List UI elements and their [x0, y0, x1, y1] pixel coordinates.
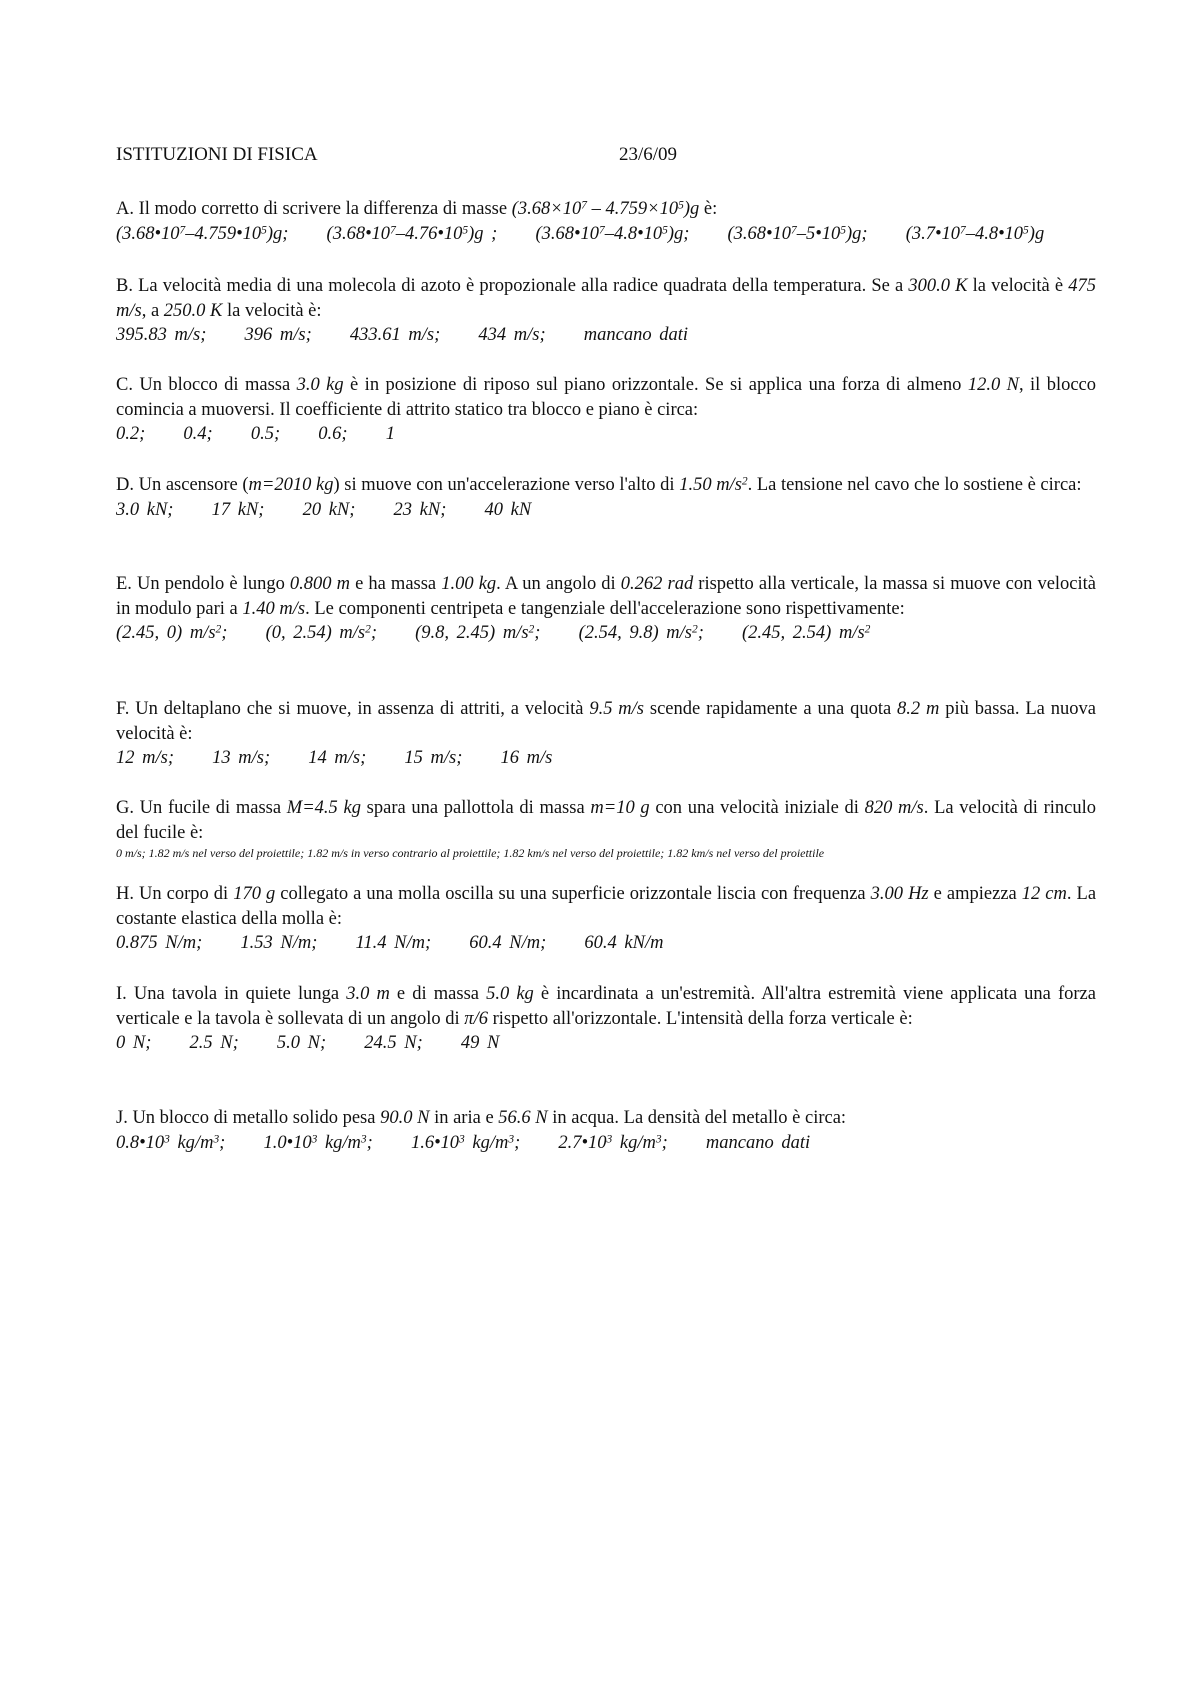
answer-option — [212, 500, 265, 520]
exam-header — [116, 144, 1096, 170]
superscript: 2 — [365, 623, 371, 636]
text-run: (0, 2.54) m/s — [265, 623, 366, 643]
answer-option — [501, 748, 553, 768]
italic-term: 3.0 kg — [296, 375, 344, 395]
answer-option — [327, 224, 498, 244]
text-run: mancano dati — [583, 325, 688, 345]
text-run: 11.4 N/m; — [355, 933, 432, 953]
text-run: 5.0 N; — [276, 1033, 327, 1053]
question-stem — [116, 572, 1096, 621]
superscript: 5 — [840, 223, 846, 236]
text-run: –4.759•10 — [185, 223, 262, 244]
text-run: la velocità è: — [222, 300, 322, 321]
italic-term: 250.0 K — [163, 300, 223, 321]
answer-option — [149, 846, 305, 860]
text-run: (9.8, 2.45) m/s — [415, 623, 529, 643]
text-run: 2.5 N; — [189, 1033, 239, 1053]
text-run: ; — [661, 1132, 668, 1153]
answer-options — [116, 222, 1096, 247]
text-run: )g ; — [468, 223, 498, 244]
answer-option — [116, 500, 173, 520]
answer-option — [404, 748, 462, 768]
text-run: (2.45, 2.54) m/s — [742, 623, 865, 643]
answer-option — [356, 933, 432, 953]
superscript: 7 — [581, 199, 587, 212]
answer-options — [116, 1031, 1096, 1056]
italic-term: 170 g — [233, 884, 276, 904]
text-run: mancano dati — [705, 1132, 811, 1153]
italic-term: π/6 — [464, 1008, 488, 1029]
text-run: A. Il modo corretto di scrivere la differenza di masse — [116, 199, 512, 219]
text-run: )g — [1028, 223, 1045, 244]
answer-option — [584, 933, 663, 953]
question-stem — [116, 796, 1096, 845]
question-stem — [116, 197, 1096, 222]
answer-option — [535, 224, 689, 244]
answer-option — [558, 1133, 667, 1153]
text-run: scende rapidamente a una quota — [644, 699, 898, 719]
superscript: 2 — [528, 623, 535, 636]
question-i — [116, 982, 1096, 1056]
text-run: in aria e — [429, 1108, 499, 1128]
superscript: 7 — [959, 223, 966, 236]
text-run: 17 kN; — [211, 499, 265, 520]
italic-term: 12.0 N — [967, 375, 1019, 395]
text-run: kg/m — [464, 1132, 509, 1153]
text-run: 0.8•10 — [116, 1132, 165, 1153]
text-run: 0 N; — [116, 1033, 152, 1053]
answer-option — [116, 1133, 225, 1153]
text-run: ; — [366, 1132, 373, 1153]
question-f — [116, 697, 1096, 771]
italic-term: 90.0 N — [380, 1108, 430, 1128]
italic-term: 3.00 Hz — [870, 884, 929, 904]
answer-option — [266, 623, 377, 643]
text-run: (2.54, 9.8) m/s — [578, 623, 692, 643]
text-run: è: — [699, 199, 718, 219]
text-run: . La costante elastica della molla è: — [116, 884, 1097, 929]
text-run: 2.7•10 — [558, 1132, 607, 1153]
answer-option — [116, 1033, 151, 1053]
text-run: e ampiezza — [928, 884, 1022, 904]
superscript: 3 — [360, 1132, 367, 1145]
answer-option — [318, 424, 347, 444]
text-run: E. Un pendolo è lungo — [116, 574, 290, 594]
answer-option — [190, 1033, 239, 1053]
text-run: 396 m/s; — [244, 325, 312, 345]
superscript: 5 — [1023, 223, 1029, 236]
answer-option — [415, 623, 540, 643]
text-run: 1.82 km/s nel verso del proiettile — [667, 846, 825, 860]
italic-term: 3.0 m — [346, 984, 390, 1004]
answer-options — [116, 621, 1096, 646]
text-run: e di massa — [389, 984, 487, 1004]
text-run: 0.6; — [318, 424, 348, 444]
text-run: 1.82 m/s in verso contrario al proiettile; — [307, 846, 501, 860]
superscript: 5 — [678, 199, 684, 212]
text-run: ; — [534, 623, 541, 643]
text-run: (3.68•10 — [535, 223, 599, 244]
italic-term: 56.6 N — [498, 1108, 548, 1128]
answer-options — [116, 931, 1096, 956]
text-run: 14 m/s; — [308, 748, 367, 768]
text-run: 434 m/s; — [478, 325, 546, 345]
text-run: I. Una tavola in quiete lunga — [116, 984, 347, 1004]
superscript: 2 — [741, 475, 748, 488]
text-run: . La tensione nel cavo che lo sostiene è circa: — [747, 475, 1082, 495]
text-run: 1 — [385, 424, 395, 444]
text-run: )g; — [266, 223, 289, 244]
italic-term: 475 m/s — [116, 276, 1096, 321]
text-run: 12 m/s; — [116, 748, 174, 768]
text-run: ; — [219, 1132, 226, 1153]
answer-option — [706, 1133, 810, 1153]
answer-option — [478, 325, 545, 345]
text-run: D. Un ascensore ( — [116, 475, 249, 495]
text-run: . A un angolo di — [496, 574, 621, 594]
answer-option — [263, 1133, 372, 1153]
question-g — [116, 796, 1096, 862]
text-run: ; — [370, 623, 377, 643]
text-run: la velocità è — [967, 276, 1069, 296]
answer-option — [116, 846, 146, 860]
question-a — [116, 197, 1096, 246]
italic-term: 8.2 m — [897, 699, 940, 719]
text-run: (3.68•10 — [326, 223, 391, 244]
question-stem — [116, 1106, 1096, 1131]
text-run: , a — [141, 300, 164, 321]
exam-title: ISTITUZIONI DI FISICA — [116, 144, 318, 165]
text-run: )g; — [667, 223, 690, 244]
superscript: 2 — [215, 623, 222, 636]
text-run: 60.4 kN/m — [584, 933, 664, 953]
text-run: 1.82 km/s nel verso del proiettile; — [503, 846, 665, 860]
question-stem — [116, 882, 1096, 931]
question-c — [116, 373, 1096, 447]
text-run: 1.0•10 — [263, 1132, 312, 1153]
italic-term: 1.00 kg — [441, 574, 497, 594]
answer-option — [364, 1033, 423, 1053]
italic-term: 0.800 m — [289, 574, 350, 594]
italic-term: )g — [683, 199, 700, 219]
text-run: 60.4 N/m; — [469, 933, 547, 953]
answer-option — [728, 224, 868, 244]
superscript: 3 — [311, 1132, 318, 1145]
question-stem — [116, 473, 1096, 498]
answer-option — [350, 325, 440, 345]
text-run: 3.0 kN; — [116, 499, 174, 520]
answer-options — [116, 422, 1096, 447]
italic-term: m=10 g — [590, 798, 650, 818]
text-run: , il blocco comincia a muoversi. Il coefficiente di attrito statico tra blocco e piano è circa: — [116, 375, 1097, 420]
text-run: ; — [221, 623, 228, 643]
italic-term: 0.262 rad — [620, 574, 694, 594]
text-run: in acqua. La densità del metallo è circa: — [547, 1108, 847, 1128]
text-run: . Le componenti centripeta e tangenziale dell'accelerazione sono rispettivamente: — [305, 598, 905, 619]
answer-options — [116, 746, 1096, 771]
superscript: 7 — [390, 223, 396, 236]
answer-option — [303, 500, 356, 520]
answer-option — [485, 500, 532, 520]
answer-option — [183, 424, 212, 444]
answer-option — [308, 748, 366, 768]
superscript: 3 — [213, 1132, 220, 1145]
text-run: kg/m — [169, 1132, 214, 1153]
answer-option — [906, 224, 1045, 244]
text-run: 395.83 m/s; — [116, 325, 207, 345]
answer-option — [277, 1033, 326, 1053]
answer-option — [116, 748, 174, 768]
text-run: con una velocità iniziale di — [649, 798, 865, 818]
text-run: –4.8•10 — [965, 223, 1024, 244]
text-run: è incardinata a un'estremità. All'altra estremità viene applicata una forza verticale e la tavola è sollevata di un angolo di — [116, 984, 1096, 1029]
superscript: 5 — [662, 223, 668, 236]
text-run: 433.61 m/s; — [349, 325, 441, 345]
superscript: 7 — [791, 223, 797, 236]
text-run: 13 m/s; — [212, 748, 271, 768]
answer-option — [251, 424, 280, 444]
italic-term: 9.5 m/s — [589, 699, 645, 719]
answer-option — [116, 325, 206, 345]
answer-option — [742, 623, 870, 643]
italic-term: 300.0 K — [908, 276, 968, 296]
answer-option — [116, 424, 145, 444]
answer-option — [579, 623, 704, 643]
text-run: G. Un fucile di massa — [116, 798, 287, 818]
answer-option — [307, 846, 500, 860]
answer-option — [212, 748, 270, 768]
text-run: 0.4; — [183, 424, 213, 444]
question-b — [116, 274, 1096, 348]
text-run: . La velocità di rinculo del fucile è: — [116, 798, 1097, 843]
text-run: più bassa. La nuova velocità è: — [116, 699, 1096, 744]
text-run: 0.2; — [116, 424, 146, 444]
answer-option — [240, 933, 317, 953]
superscript: 7 — [598, 223, 605, 236]
text-run: 20 kN; — [302, 499, 356, 520]
text-run: –4.76•10 — [395, 223, 463, 244]
question-j — [116, 1106, 1096, 1155]
superscript: 3 — [655, 1132, 662, 1145]
text-run: spara una pallottola di massa — [360, 798, 591, 818]
answer-option — [116, 933, 202, 953]
text-run: 1.82 m/s nel verso del proiettile; — [148, 846, 305, 860]
answer-option — [116, 623, 227, 643]
text-run: (3.7•10 — [905, 223, 960, 244]
text-run: (3.68•10 — [116, 223, 180, 244]
text-run: 0 m/s; — [116, 846, 146, 860]
answer-option — [584, 325, 688, 345]
answer-option — [503, 846, 664, 860]
superscript: 3 — [164, 1132, 170, 1145]
answer-option — [394, 500, 447, 520]
text-run: 40 kN — [484, 499, 532, 520]
text-run: 16 m/s — [500, 748, 553, 768]
question-stem — [116, 373, 1096, 422]
answer-option — [667, 846, 824, 860]
italic-term: m=2010 kg — [248, 475, 334, 495]
text-run: rispetto alla verticale, la massa si muove con velocità in modulo pari a — [116, 574, 1097, 619]
text-run: –5•10 — [796, 223, 841, 244]
italic-term: M=4.5 kg — [286, 798, 361, 818]
answer-options — [116, 1131, 1096, 1156]
text-run: 1.6•10 — [410, 1132, 460, 1153]
superscript: 5 — [462, 223, 469, 236]
question-h — [116, 882, 1096, 956]
text-run: ; — [697, 623, 704, 643]
text-run: collegato a una molla oscilla su una superficie orizzontale liscia con frequenza — [275, 884, 871, 904]
superscript: 2 — [864, 623, 871, 636]
superscript: 5 — [261, 223, 267, 236]
text-run: 49 N — [460, 1033, 500, 1053]
superscript: 3 — [606, 1132, 613, 1145]
answer-option — [386, 424, 395, 444]
answer-option — [411, 1133, 520, 1153]
text-run: kg/m — [317, 1132, 361, 1153]
text-run: e ha massa — [350, 574, 442, 594]
text-run: rispetto all'orizzontale. L'intensità della forza verticale è: — [487, 1008, 913, 1029]
text-run: 24.5 N; — [364, 1033, 423, 1053]
exam-date: 23/6/09 — [619, 144, 678, 165]
answer-options — [116, 845, 1096, 862]
superscript: 2 — [691, 623, 698, 636]
text-run: –4.8•10 — [604, 223, 663, 244]
italic-term: 820 m/s — [864, 798, 924, 818]
text-run: B. La velocità media di una molecola di azoto è propozionale alla radice quadrata della temperatura. Se a — [116, 276, 909, 296]
answer-options — [116, 498, 1096, 523]
italic-term: (3.68×10 — [511, 199, 582, 219]
italic-term: 5.0 kg — [486, 984, 534, 1004]
text-run: (3.68•10 — [727, 223, 792, 244]
italic-term: 12 cm — [1021, 884, 1067, 904]
superscript: 3 — [459, 1132, 465, 1145]
question-stem — [116, 274, 1096, 323]
superscript: 7 — [179, 223, 186, 236]
text-run: 0.5; — [250, 424, 281, 444]
text-run: (2.45, 0) m/s — [116, 623, 216, 643]
text-run: 23 kN; — [393, 499, 447, 520]
answer-option — [469, 933, 546, 953]
text-run: ) si muove con un'accelerazione verso l'alto di — [333, 475, 680, 495]
text-run: )g; — [845, 223, 868, 244]
text-run: 0.875 N/m; — [116, 933, 203, 953]
text-run: 15 m/s; — [404, 748, 463, 768]
text-run: è in posizione di riposo sul piano orizzontale. Se si applica una forza di almeno — [343, 375, 968, 395]
answer-option — [461, 1033, 499, 1053]
question-stem — [116, 697, 1096, 746]
question-d — [116, 473, 1096, 522]
question-stem — [116, 982, 1096, 1031]
text-run: 1.53 N/m; — [240, 933, 318, 953]
text-run: kg/m — [612, 1132, 656, 1153]
question-e — [116, 572, 1096, 646]
answer-options — [116, 323, 1096, 348]
text-run: J. Un blocco di metallo solido pesa — [116, 1108, 381, 1128]
italic-term: – 4.759×10 — [586, 199, 679, 219]
text-run: F. Un deltaplano che si muove, in assenza di attriti, a velocità — [116, 699, 590, 719]
superscript: 3 — [508, 1132, 515, 1145]
italic-term: 1.40 m/s — [242, 598, 306, 619]
answer-option — [116, 224, 288, 244]
text-run: H. Un corpo di — [116, 884, 234, 904]
text-run: C. Un blocco di massa — [116, 375, 297, 395]
text-run: ; — [514, 1132, 521, 1153]
answer-option — [245, 325, 312, 345]
italic-term: 1.50 m/s — [679, 475, 742, 495]
